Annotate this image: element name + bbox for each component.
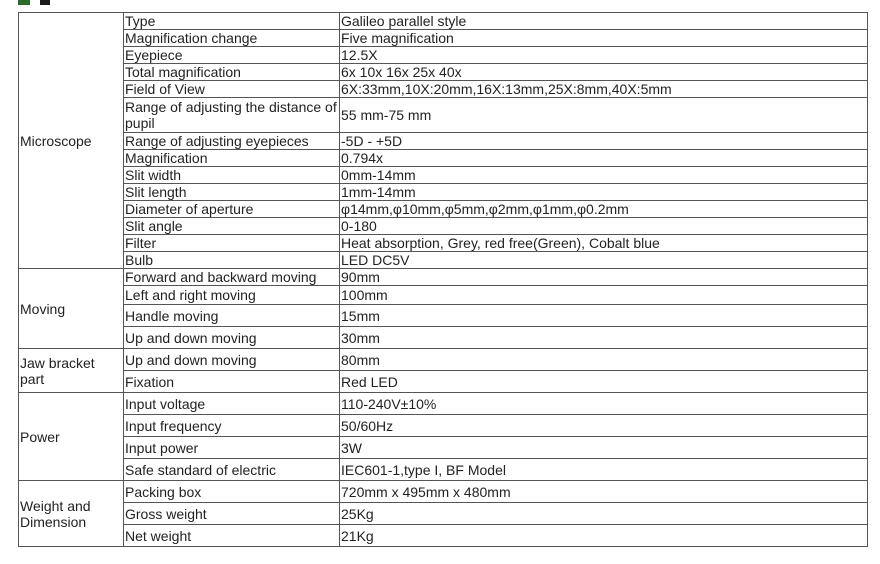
value-cell: 720mm x 495mm x 480mm: [340, 481, 868, 503]
value-cell: 50/60Hz: [340, 415, 868, 437]
parameter-cell: Total magnification: [124, 64, 340, 81]
table-row: [19, 393, 868, 415]
table-row: [19, 503, 868, 525]
value-cell: 0.794x: [340, 150, 868, 167]
table-row: [19, 481, 868, 503]
parameter-cell: Left and right moving: [124, 286, 340, 305]
value-cell: LED DC5V: [340, 252, 868, 269]
value-cell: -5D - +5D: [340, 133, 868, 150]
value-cell: 12.5X: [340, 47, 868, 64]
table-row: [19, 64, 868, 81]
parameter-cell: Handle moving: [124, 305, 340, 327]
parameter-cell: Slit length: [124, 184, 340, 201]
value-cell: 1mm-14mm: [340, 184, 868, 201]
table-row: [19, 150, 868, 167]
parameter-cell: Diameter of aperture: [124, 201, 340, 218]
parameter-cell: Forward and backward moving: [124, 269, 340, 286]
parameter-cell: Filter: [124, 235, 340, 252]
parameter-cell: Slit angle: [124, 218, 340, 235]
table-row: [19, 167, 868, 184]
parameter-cell: Packing box: [124, 481, 340, 503]
value-cell: 90mm: [340, 269, 868, 286]
parameter-cell: Net weight: [124, 525, 340, 547]
parameter-cell: Eyepiece: [124, 47, 340, 64]
parameter-cell: Magnification: [124, 150, 340, 167]
table-row: [19, 133, 868, 150]
value-cell: 6X:33mm,10X:20mm,16X:13mm,25X:8mm,40X:5mm: [340, 81, 868, 98]
category-cell: Power: [19, 393, 124, 481]
parameter-cell: Input voltage: [124, 393, 340, 415]
table-row: [19, 252, 868, 269]
parameter-cell: Range of adjusting the distance of pupil: [124, 98, 340, 133]
table-row: [19, 13, 868, 30]
value-cell: Five magnification: [340, 30, 868, 47]
specification-table: [18, 12, 868, 547]
table-row: [19, 201, 868, 218]
category-cell: Weight and Dimension: [19, 481, 124, 547]
table-row: [19, 218, 868, 235]
value-cell: Red LED: [340, 371, 868, 393]
table-row: [19, 30, 868, 47]
table-row: [19, 305, 868, 327]
parameter-cell: Fixation: [124, 371, 340, 393]
table-row: [19, 286, 868, 305]
table-row: [19, 184, 868, 201]
table-row: [19, 437, 868, 459]
parameter-cell: Magnification change: [124, 30, 340, 47]
value-cell: 30mm: [340, 327, 868, 349]
value-cell: 3W: [340, 437, 868, 459]
value-cell: Heat absorption, Grey, red free(Green), Cobalt blue: [340, 235, 868, 252]
table-row: [19, 98, 868, 133]
table-row: [19, 235, 868, 252]
value-cell: 0-180: [340, 218, 868, 235]
parameter-cell: Range of adjusting eyepieces: [124, 133, 340, 150]
value-cell: φ14mm,φ10mm,φ5mm,φ2mm,φ1mm,φ0.2mm: [340, 201, 868, 218]
table-row: [19, 269, 868, 286]
value-cell: 6x 10x 16x 25x 40x: [340, 64, 868, 81]
value-cell: 100mm: [340, 286, 868, 305]
category-cell: Jaw bracket part: [19, 349, 124, 393]
value-cell: 80mm: [340, 349, 868, 371]
parameter-cell: Gross weight: [124, 503, 340, 525]
value-cell: 0mm-14mm: [340, 167, 868, 184]
parameter-cell: Bulb: [124, 252, 340, 269]
header-decoration: [18, 0, 58, 5]
table-row: [19, 349, 868, 371]
value-cell: 21Kg: [340, 525, 868, 547]
value-cell: 55 mm-75 mm: [340, 98, 868, 133]
table-row: [19, 47, 868, 64]
header-accent-bar: [40, 0, 50, 5]
table-row: [19, 525, 868, 547]
parameter-cell: Up and down moving: [124, 327, 340, 349]
value-cell: IEC601-1,type I, BF Model: [340, 459, 868, 481]
value-cell: 15mm: [340, 305, 868, 327]
table-row: [19, 415, 868, 437]
value-cell: Galileo parallel style: [340, 13, 868, 30]
table-row: [19, 459, 868, 481]
parameter-cell: Type: [124, 13, 340, 30]
table-row: [19, 81, 868, 98]
table-row: [19, 371, 868, 393]
table-row: [19, 327, 868, 349]
value-cell: 110-240V±10%: [340, 393, 868, 415]
value-cell: 25Kg: [340, 503, 868, 525]
category-cell: Microscope: [19, 13, 124, 269]
parameter-cell: Input power: [124, 437, 340, 459]
parameter-cell: Safe standard of electric: [124, 459, 340, 481]
parameter-cell: Field of View: [124, 81, 340, 98]
category-cell: Moving: [19, 269, 124, 349]
specification-table-body: [19, 13, 868, 547]
header-accent-bar: [18, 0, 30, 5]
parameter-cell: Input frequency: [124, 415, 340, 437]
parameter-cell: Slit width: [124, 167, 340, 184]
parameter-cell: Up and down moving: [124, 349, 340, 371]
